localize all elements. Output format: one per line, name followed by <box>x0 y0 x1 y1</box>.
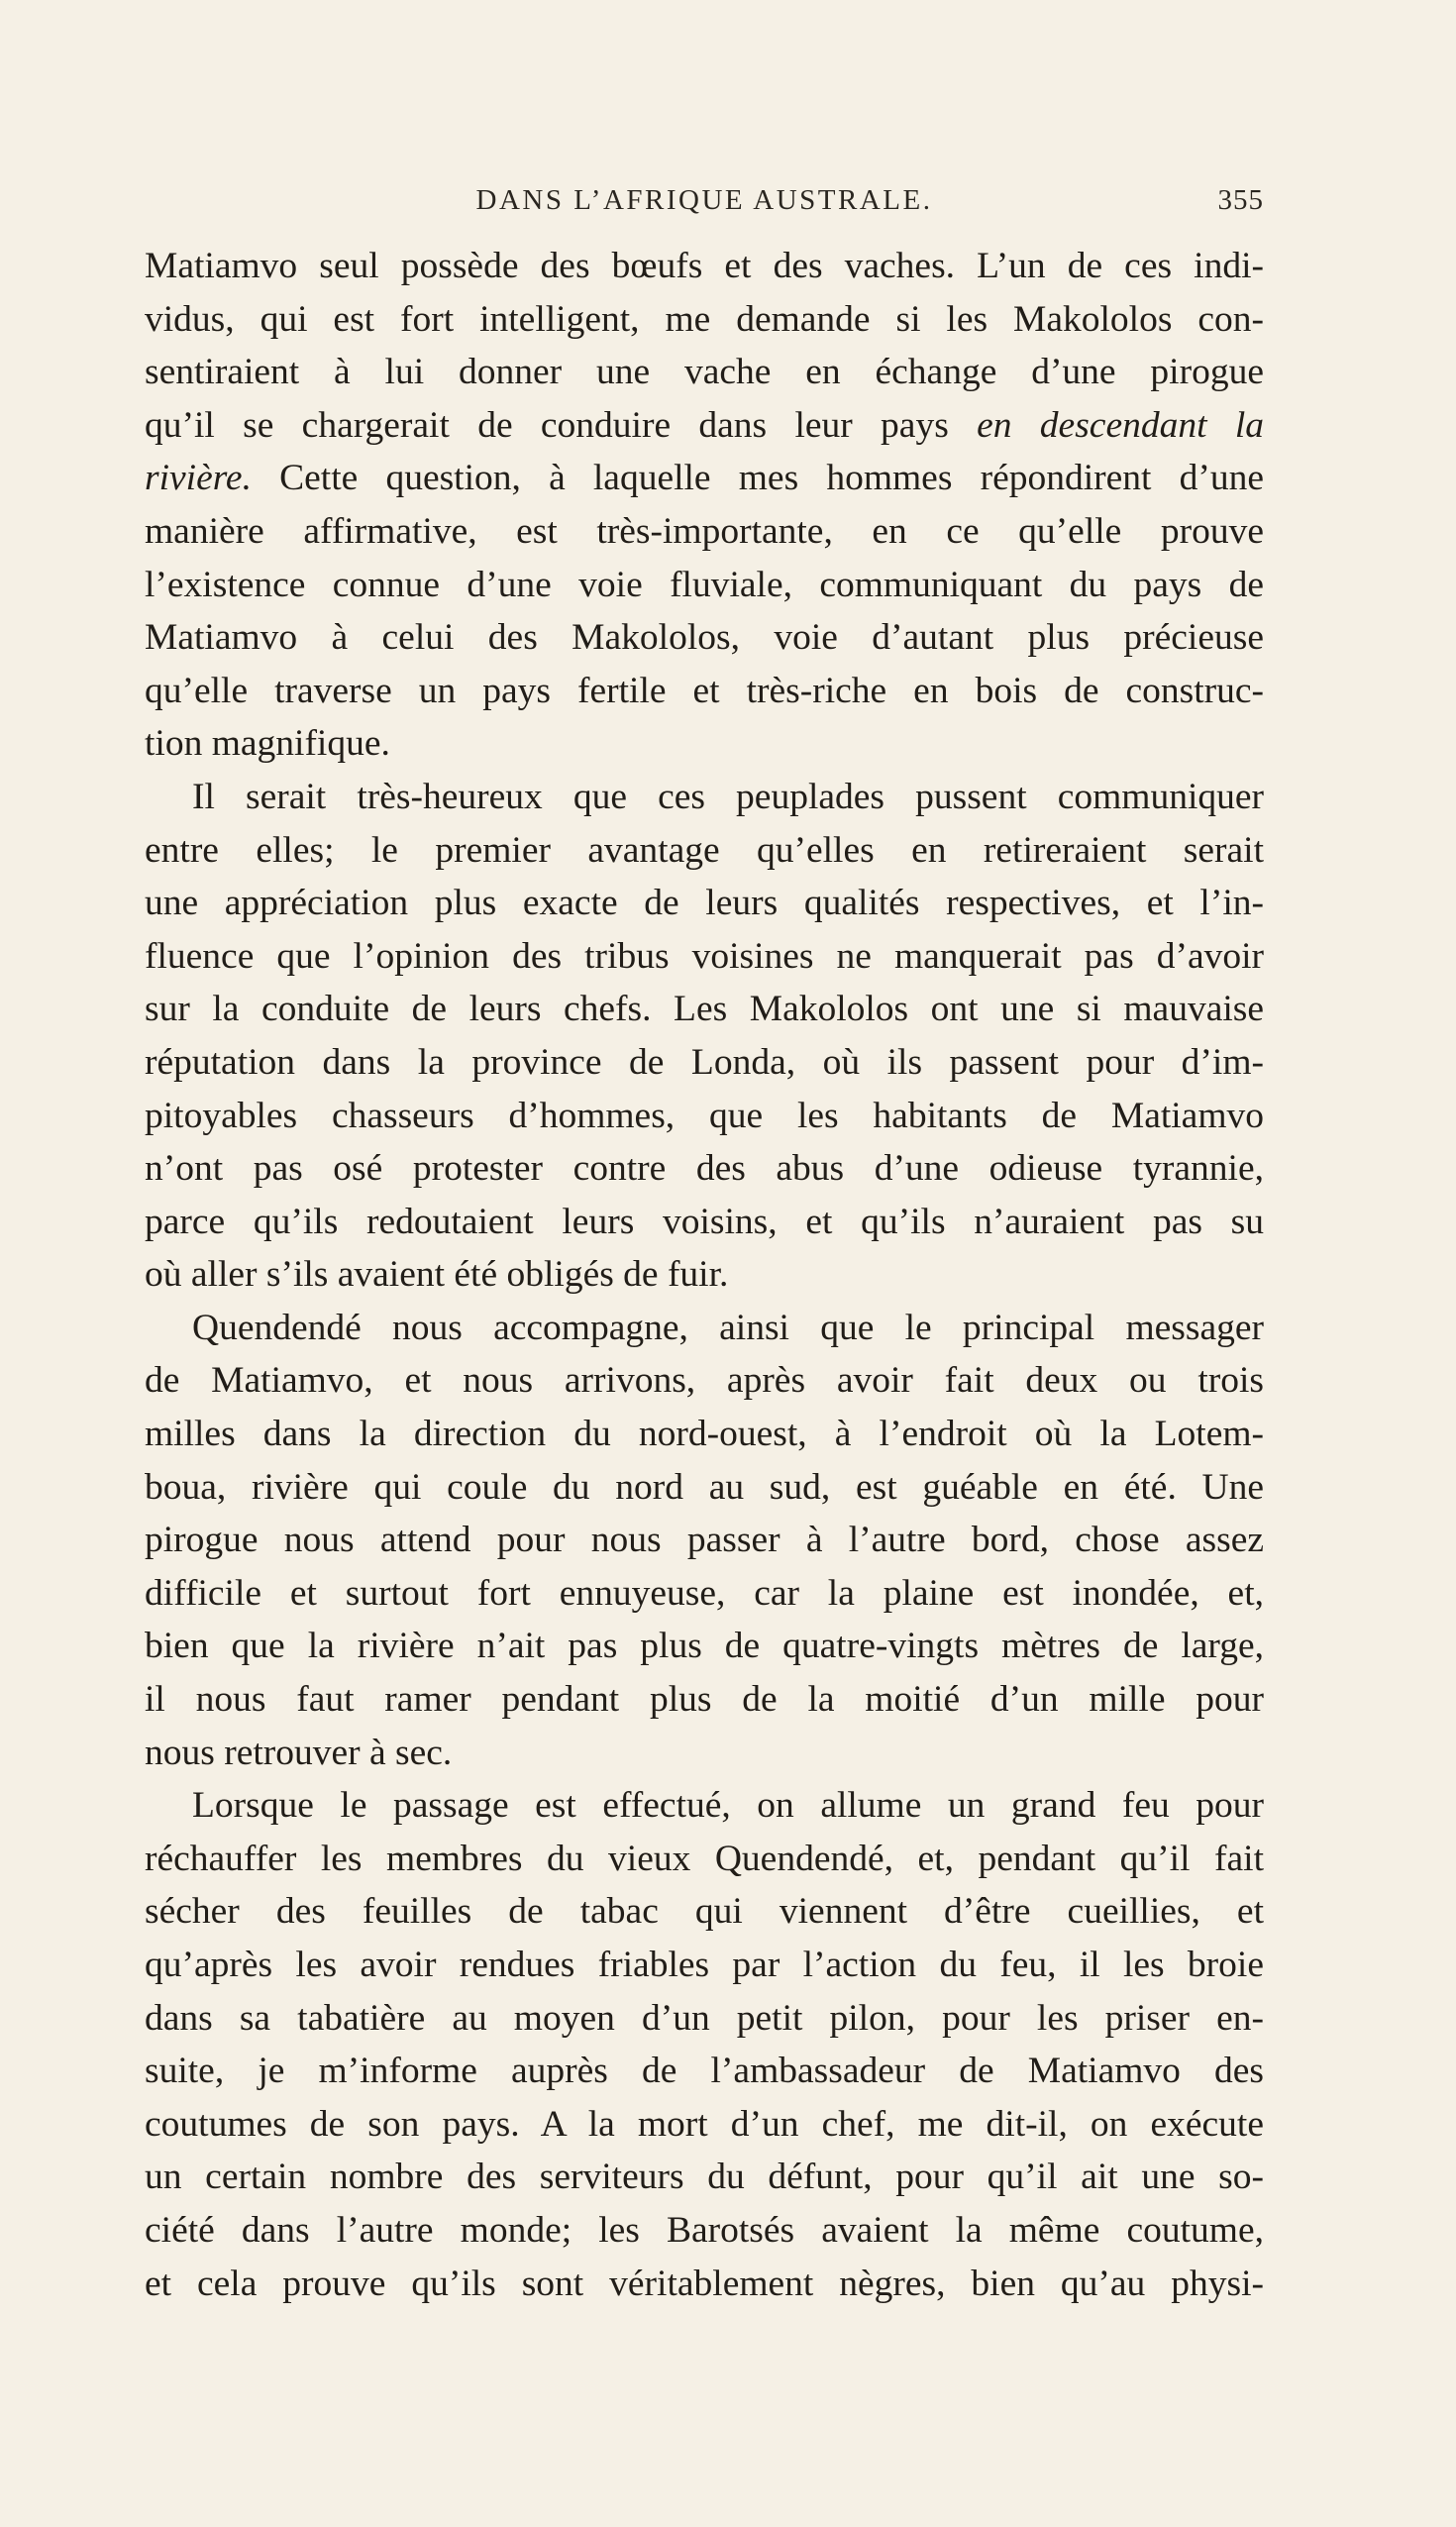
text-line: pitoyables chasseurs d’hommes, que les habitants de Matiamvo <box>145 1095 1264 1136</box>
running-title: DANS L’AFRIQUE AUSTRALE. <box>475 184 933 216</box>
text-line: ciété dans l’autre monde; les Barotsés avaient la même coutume, <box>145 2209 1264 2251</box>
text-line: difficile et surtout fort ennuyeuse, car la plaine est inondée, et, <box>145 1572 1264 1614</box>
italic-word: rivière. <box>145 458 252 499</box>
text-segment: qu’il se chargerait de conduire dans leur pays <box>145 404 949 446</box>
text-line: une appréciation plus exacte de leurs qualités respectives, et l’in- <box>145 883 1264 924</box>
text-line-with-italic <box>145 399 1264 453</box>
text-line: de Matiamvo, et nous arrivons, après avoir fait deux ou trois <box>145 1360 1264 1402</box>
text-line: qu’elle traverse un pays fertile et très-riche en bois de construc- <box>145 670 1264 711</box>
text-line: n’ont pas osé protester contre des abus d’une odieuse tyrannie, <box>145 1148 1264 1190</box>
text-line: dans sa tabatière au moyen d’un petit pilon, pour les priser en- <box>145 1997 1264 2039</box>
text-line: réchauffer les membres du vieux Quendendé, et, pendant qu’il fait <box>145 1838 1264 1879</box>
text-line: et cela prouve qu’ils sont véritablement nègres, bien qu’au physi- <box>145 2263 1264 2304</box>
italic-phrase: en descendant la <box>977 404 1264 446</box>
text-segment: Cette question, à laquelle mes hommes répondirent d’une <box>251 458 1264 499</box>
text-line: vidus, qui est fort intelligent, me demande si les Makololos con- <box>145 298 1264 340</box>
text-line: parce qu’ils redoutaient leurs voisins, et qu’ils n’auraient pas su <box>145 1201 1264 1242</box>
text-line: il nous faut ramer pendant plus de la moitié d’un mille pour <box>145 1679 1264 1721</box>
text-line: Lorsque le passage est effectué, on allume un grand feu pour <box>192 1785 1264 1827</box>
body-text <box>145 240 1264 2310</box>
text-line: Matiamvo à celui des Makololos, voie d’autant plus précieuse <box>145 617 1264 659</box>
text-line: milles dans la direction du nord-ouest, à l’endroit où la Lotem- <box>145 1414 1264 1455</box>
paragraph-4 <box>145 1779 1264 2310</box>
text-line: manière affirmative, est très-importante, en ce qu’elle prouve <box>145 510 1264 552</box>
text-line: l’existence connue d’une voie fluviale, communiquant du pays de <box>145 564 1264 605</box>
text-line: boua, rivière qui coule du nord au sud, est guéable en été. Une <box>145 1466 1264 1508</box>
running-header <box>145 184 1264 234</box>
text-line: Il serait très-heureux que ces peuplades pussent communiquer <box>192 776 1264 817</box>
text-line-with-italic <box>145 452 1264 505</box>
text-line: sur la conduite de leurs chefs. Les Makololos ont une si mauvaise <box>145 989 1264 1030</box>
text-line: pirogue nous attend pour nous passer à l’autre bord, chose assez <box>145 1520 1264 1561</box>
text-line: nous retrouver à sec. <box>145 1732 453 1773</box>
text-line: Matiamvo seul possède des bœufs et des vaches. L’un de ces indi- <box>145 246 1264 286</box>
text-line: bien que la rivière n’ait pas plus de quatre-vingts mètres de large, <box>145 1626 1264 1667</box>
text-line: tion magnifique. <box>145 723 390 765</box>
text-line: sentiraient à lui donner une vache en échange d’une pirogue <box>145 352 1264 393</box>
paragraph-3 <box>145 1302 1264 1779</box>
page-number: 355 <box>1217 184 1264 216</box>
text-line: fluence que l’opinion des tribus voisines ne manquerait pas d’avoir <box>145 935 1264 977</box>
paragraph-2 <box>145 771 1264 1302</box>
text-line: Quendendé nous accompagne, ainsi que le principal messager <box>192 1307 1264 1348</box>
text-line: qu’après les avoir rendues friables par l’action du feu, il les broie <box>145 1945 1264 1985</box>
text-line: réputation dans la province de Londa, où ils passent pour d’im- <box>145 1041 1264 1083</box>
text-line: entre elles; le premier avantage qu’elles en retireraient serait <box>145 829 1264 871</box>
text-line: coutumes de son pays. A la mort d’un chef, me dit-il, on exécute <box>145 2103 1264 2145</box>
text-line: sécher des feuilles de tabac qui viennent d’être cueillies, et <box>145 1891 1264 1933</box>
text-line: suite, je m’informe auprès de l’ambassadeur de Matiamvo des <box>145 2051 1264 2092</box>
text-line: un certain nombre des serviteurs du défunt, pour qu’il ait une so- <box>145 2157 1264 2198</box>
text-line: où aller s’ils avaient été obligés de fuir. <box>145 1254 729 1296</box>
paragraph-1 <box>145 240 1264 771</box>
